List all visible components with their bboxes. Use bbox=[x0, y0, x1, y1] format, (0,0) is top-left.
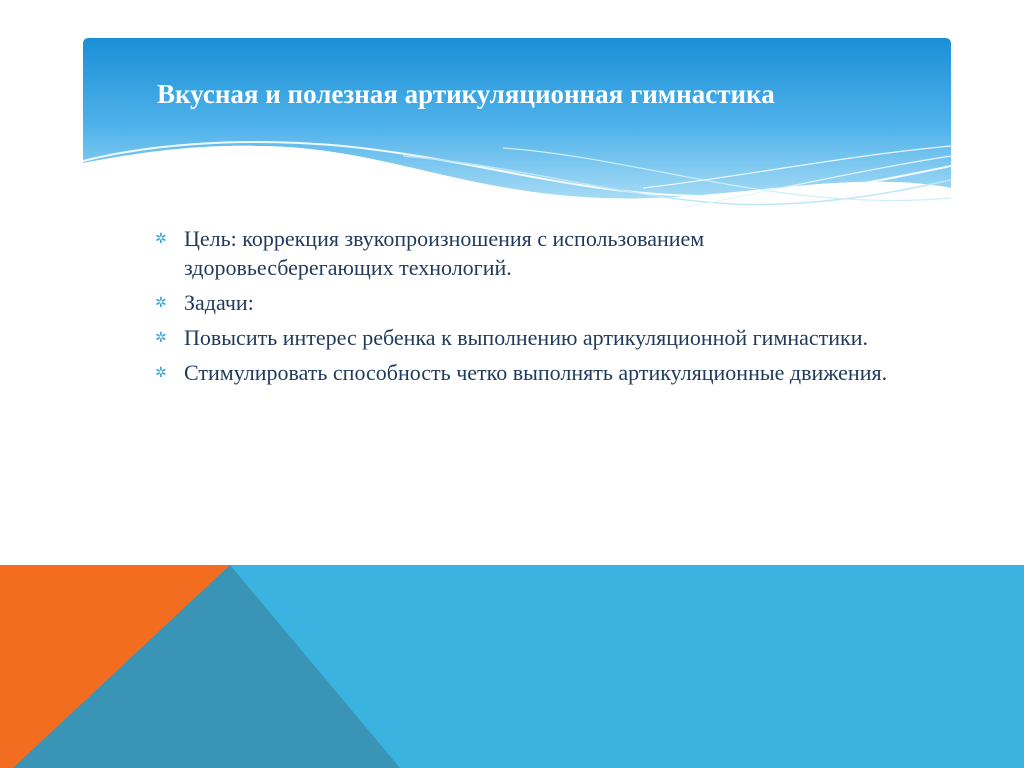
slide-title: Вкусная и полезная артикуляционная гимнастика bbox=[157, 79, 775, 109]
bullet-list bbox=[155, 224, 915, 393]
asterisk-bullet-icon: ✲ bbox=[155, 231, 167, 247]
header-wave-graphic bbox=[83, 38, 951, 210]
bullet-text: Стимулировать способность четко выполнять артикуляционные движения. bbox=[184, 360, 888, 385]
footer-band bbox=[0, 565, 1024, 768]
bullet-item-goal bbox=[155, 224, 915, 282]
bullet-text: Цель: коррекция звукопроизношения с использованием здоровьесберегающих технологий. bbox=[184, 226, 705, 280]
bullet-item-stimulate bbox=[155, 358, 915, 387]
asterisk-bullet-icon: ✲ bbox=[155, 365, 167, 381]
asterisk-bullet-icon: ✲ bbox=[155, 295, 167, 311]
footer-geometric-graphic bbox=[0, 565, 1024, 768]
bullet-item-tasks bbox=[155, 288, 915, 317]
bullet-text: Повысить интерес ребенка к выполнению артикуляционной гимнастики. bbox=[184, 325, 869, 350]
asterisk-bullet-icon: ✲ bbox=[155, 330, 167, 346]
header-banner bbox=[83, 38, 951, 210]
bullet-item-interest bbox=[155, 323, 915, 352]
bullet-text: Задачи: bbox=[184, 290, 254, 315]
